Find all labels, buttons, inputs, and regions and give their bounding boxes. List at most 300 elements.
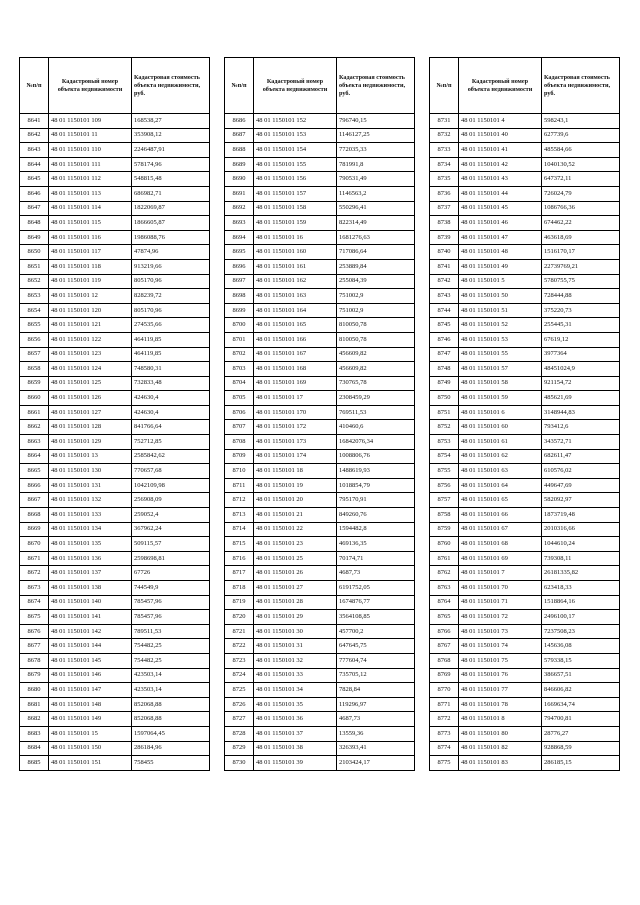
table-row (430, 566, 620, 581)
cadastral-value: 343572,71 (542, 435, 620, 450)
row-index: 8723 (225, 653, 254, 668)
cadastral-number: 48 01 1150101 22 (254, 522, 337, 537)
table-row (430, 537, 620, 552)
cadastral-number: 48 01 1150101 40 (459, 128, 542, 143)
cadastral-value: 1008806,76 (337, 449, 415, 464)
cadastral-value: 852068,88 (132, 712, 210, 727)
row-index: 8746 (430, 332, 459, 347)
cadastral-value: 1146563,2 (337, 186, 415, 201)
row-index: 8740 (430, 245, 459, 260)
table-row (430, 522, 620, 537)
table-row (20, 420, 210, 435)
cadastral-value: 26181335,82 (542, 566, 620, 581)
cadastral-value: 4687,73 (337, 712, 415, 727)
table-row (225, 347, 415, 362)
row-index: 8752 (430, 420, 459, 435)
cadastral-value: 456609,82 (337, 362, 415, 377)
table-row (225, 712, 415, 727)
table-row (20, 318, 210, 333)
cadastral-value: 1674876,77 (337, 595, 415, 610)
cadastral-value: 730765,78 (337, 376, 415, 391)
table-row (430, 114, 620, 129)
cadastral-number: 48 01 1150101 5 (459, 274, 542, 289)
row-index: 8709 (225, 449, 254, 464)
table-row (20, 274, 210, 289)
table-row (20, 435, 210, 450)
cadastral-value: 758455 (132, 756, 210, 771)
cadastral-number: 48 01 1150101 159 (254, 216, 337, 231)
cadastral-value: 686982,71 (132, 186, 210, 201)
cadastral-number: 48 01 1150101 117 (49, 245, 132, 260)
row-index: 8661 (20, 405, 49, 420)
row-index: 8658 (20, 362, 49, 377)
table-row (20, 186, 210, 201)
row-index: 8708 (225, 435, 254, 450)
cadastral-value: 754482,25 (132, 653, 210, 668)
cadastral-value: 5780755,75 (542, 274, 620, 289)
row-index: 8771 (430, 697, 459, 712)
table-body (225, 114, 415, 771)
table-row (20, 289, 210, 304)
table-row (20, 741, 210, 756)
table-row (20, 332, 210, 347)
cadastral-value: 286184,96 (132, 741, 210, 756)
row-index: 8759 (430, 522, 459, 537)
cadastral-value: 1086766,36 (542, 201, 620, 216)
cadastral-value: 456609,82 (337, 347, 415, 362)
table-row (20, 172, 210, 187)
cadastral-number: 48 01 1150101 82 (459, 741, 542, 756)
cadastral-value: 1040130,52 (542, 157, 620, 172)
row-index: 8683 (20, 726, 49, 741)
cadastral-number: 48 01 1150101 160 (254, 245, 337, 260)
cadastral-value: 752712,85 (132, 435, 210, 450)
table-row (430, 668, 620, 683)
cadastral-value: 509115,57 (132, 537, 210, 552)
cadastral-number: 48 01 1150101 155 (254, 157, 337, 172)
cadastral-number: 48 01 1150101 64 (459, 478, 542, 493)
cadastral-value: 3977364 (542, 347, 620, 362)
cadastral-value: 424630,4 (132, 405, 210, 420)
row-index: 8699 (225, 303, 254, 318)
header-cadastral-value: Кадастровая стоимость объекта недвижимости, руб. (337, 58, 415, 114)
cadastral-number: 48 01 1150101 136 (49, 551, 132, 566)
table-row (430, 639, 620, 654)
cadastral-number: 48 01 1150101 52 (459, 318, 542, 333)
table-row (430, 405, 620, 420)
table-row (225, 610, 415, 625)
cadastral-value: 6191752,05 (337, 581, 415, 596)
row-index: 8774 (430, 741, 459, 756)
cadastral-value: 485584,66 (542, 143, 620, 158)
cadastral-number: 48 01 1150101 50 (459, 289, 542, 304)
row-index: 8704 (225, 376, 254, 391)
cadastral-number: 48 01 1150101 169 (254, 376, 337, 391)
row-index: 8720 (225, 610, 254, 625)
cadastral-value: 781991,8 (337, 157, 415, 172)
cadastral-number: 48 01 1150101 170 (254, 405, 337, 420)
row-index: 8755 (430, 464, 459, 479)
row-index: 8729 (225, 741, 254, 756)
cadastral-number: 48 01 1150101 113 (49, 186, 132, 201)
table-row (430, 391, 620, 406)
table-row (20, 668, 210, 683)
cadastral-number: 48 01 1150101 174 (254, 449, 337, 464)
table-row (225, 216, 415, 231)
cadastral-value: 789511,53 (132, 624, 210, 639)
table-row (225, 624, 415, 639)
cadastral-number: 48 01 1150101 151 (49, 756, 132, 771)
table-row (20, 581, 210, 596)
cadastral-number: 48 01 1150101 21 (254, 508, 337, 523)
row-index: 8763 (430, 581, 459, 596)
cadastral-value: 2496100,17 (542, 610, 620, 625)
table-row (225, 449, 415, 464)
cadastral-number: 48 01 1150101 28 (254, 595, 337, 610)
table-row (20, 478, 210, 493)
cadastral-value: 457700,2 (337, 624, 415, 639)
row-index: 8714 (225, 522, 254, 537)
table-row (225, 186, 415, 201)
row-index: 8692 (225, 201, 254, 216)
row-index: 8764 (430, 595, 459, 610)
cadastral-value: 1018854,79 (337, 478, 415, 493)
row-index: 8642 (20, 128, 49, 143)
cadastral-number: 48 01 1150101 126 (49, 391, 132, 406)
cadastral-value: 463618,69 (542, 230, 620, 245)
cadastral-number: 48 01 1150101 110 (49, 143, 132, 158)
cadastral-number: 48 01 1150101 38 (254, 741, 337, 756)
table-row (225, 274, 415, 289)
table-row (430, 581, 620, 596)
table-row (430, 186, 620, 201)
cadastral-number: 48 01 1150101 25 (254, 551, 337, 566)
cadastral-number: 48 01 1150101 30 (254, 624, 337, 639)
row-index: 8671 (20, 551, 49, 566)
cadastral-value: 253889,84 (337, 259, 415, 274)
cadastral-number: 48 01 1150101 26 (254, 566, 337, 581)
table-row (225, 697, 415, 712)
cadastral-value: 795170,91 (337, 493, 415, 508)
table-row (225, 508, 415, 523)
row-index: 8691 (225, 186, 254, 201)
cadastral-number: 48 01 1150101 61 (459, 435, 542, 450)
row-index: 8676 (20, 624, 49, 639)
table-row (225, 478, 415, 493)
row-index: 8678 (20, 653, 49, 668)
cadastral-value: 647372,11 (542, 172, 620, 187)
table-row (20, 230, 210, 245)
table-row (430, 347, 620, 362)
cadastral-number: 48 01 1150101 77 (459, 683, 542, 698)
row-index: 8747 (430, 347, 459, 362)
row-index: 8662 (20, 420, 49, 435)
cadastral-value: 754482,25 (132, 639, 210, 654)
table-row (430, 230, 620, 245)
cadastral-number: 48 01 1150101 137 (49, 566, 132, 581)
cadastral-value: 735705,12 (337, 668, 415, 683)
table-row (20, 697, 210, 712)
row-index: 8716 (225, 551, 254, 566)
row-index: 8728 (225, 726, 254, 741)
row-index: 8719 (225, 595, 254, 610)
header-cadastral-number: Кадастровый номер объекта недвижимости (254, 58, 337, 114)
table-row (430, 259, 620, 274)
cadastral-value: 3148944,83 (542, 405, 620, 420)
row-index: 8713 (225, 508, 254, 523)
table-row (430, 303, 620, 318)
cadastral-value: 796740,15 (337, 114, 415, 129)
table-row (20, 610, 210, 625)
cadastral-number: 48 01 1150101 161 (254, 259, 337, 274)
cadastral-number: 48 01 1150101 71 (459, 595, 542, 610)
row-index: 8655 (20, 318, 49, 333)
table-row (430, 697, 620, 712)
cadastral-number: 48 01 1150101 15 (49, 726, 132, 741)
cadastral-number: 48 01 1150101 144 (49, 639, 132, 654)
table-row (225, 756, 415, 771)
cadastral-value: 353908,12 (132, 128, 210, 143)
cadastral-value: 386657,51 (542, 668, 620, 683)
cadastral-value: 682611,47 (542, 449, 620, 464)
row-index: 8672 (20, 566, 49, 581)
row-index: 8748 (430, 362, 459, 377)
table-row (225, 172, 415, 187)
cadastral-value: 1518864,16 (542, 595, 620, 610)
row-index: 8722 (225, 639, 254, 654)
row-index: 8768 (430, 653, 459, 668)
row-index: 8721 (225, 624, 254, 639)
cadastral-number: 48 01 1150101 11 (49, 128, 132, 143)
cadastral-number: 48 01 1150101 166 (254, 332, 337, 347)
row-index: 8668 (20, 508, 49, 523)
cadastral-value: 464119,85 (132, 347, 210, 362)
table-row (20, 464, 210, 479)
table-row (20, 639, 210, 654)
row-index: 8702 (225, 347, 254, 362)
row-index: 8654 (20, 303, 49, 318)
table-row (225, 332, 415, 347)
cadastral-number: 48 01 1150101 116 (49, 230, 132, 245)
row-index: 8767 (430, 639, 459, 654)
cadastral-number: 48 01 1150101 114 (49, 201, 132, 216)
cadastral-value: 2246487,91 (132, 143, 210, 158)
row-index: 8718 (225, 581, 254, 596)
cadastral-number: 48 01 1150101 154 (254, 143, 337, 158)
row-index: 8736 (430, 186, 459, 201)
cadastral-value: 548815,48 (132, 172, 210, 187)
row-index: 8687 (225, 128, 254, 143)
cadastral-number: 48 01 1150101 73 (459, 624, 542, 639)
cadastral-number: 48 01 1150101 123 (49, 347, 132, 362)
row-index: 8726 (225, 697, 254, 712)
table-row (430, 551, 620, 566)
row-index: 8739 (430, 230, 459, 245)
cadastral-number: 48 01 1150101 172 (254, 420, 337, 435)
header-index: №п/п (430, 58, 459, 114)
cadastral-value: 744549,9 (132, 581, 210, 596)
cadastral-value: 578174,96 (132, 157, 210, 172)
cadastral-value: 1822069,87 (132, 201, 210, 216)
table-row (225, 537, 415, 552)
cadastral-number: 48 01 1150101 76 (459, 668, 542, 683)
table-row (225, 639, 415, 654)
cadastral-value: 1866605,87 (132, 216, 210, 231)
table-row (225, 566, 415, 581)
row-index: 8724 (225, 668, 254, 683)
cadastral-number: 48 01 1150101 142 (49, 624, 132, 639)
table-row (20, 347, 210, 362)
cadastral-number: 48 01 1150101 63 (459, 464, 542, 479)
cadastral-value: 846606,82 (542, 683, 620, 698)
cadastral-value: 790531,49 (337, 172, 415, 187)
table-row (20, 756, 210, 771)
row-index: 8762 (430, 566, 459, 581)
cadastral-number: 48 01 1150101 62 (459, 449, 542, 464)
cadastral-number: 48 01 1150101 27 (254, 581, 337, 596)
cadastral-number: 48 01 1150101 162 (254, 274, 337, 289)
cadastral-number: 48 01 1150101 18 (254, 464, 337, 479)
row-index: 8758 (430, 508, 459, 523)
cadastral-value: 726024,79 (542, 186, 620, 201)
cadastral-value: 627739,6 (542, 128, 620, 143)
cadastral-number: 48 01 1150101 58 (459, 376, 542, 391)
cadastral-value: 793412,6 (542, 420, 620, 435)
row-index: 8727 (225, 712, 254, 727)
cadastral-value: 423503,14 (132, 668, 210, 683)
row-index: 8674 (20, 595, 49, 610)
row-index: 8711 (225, 478, 254, 493)
cadastral-value: 550296,41 (337, 201, 415, 216)
table-row (20, 405, 210, 420)
row-index: 8732 (430, 128, 459, 143)
cadastral-number: 48 01 1150101 7 (459, 566, 542, 581)
table-row (20, 128, 210, 143)
table-row (225, 435, 415, 450)
table-row (225, 726, 415, 741)
row-index: 8693 (225, 216, 254, 231)
cadastral-number: 48 01 1150101 43 (459, 172, 542, 187)
table-row (20, 391, 210, 406)
cadastral-value: 259052,4 (132, 508, 210, 523)
cadastral-number: 48 01 1150101 121 (49, 318, 132, 333)
cadastral-value: 751002,9 (337, 289, 415, 304)
table-row (225, 362, 415, 377)
cadastral-number: 48 01 1150101 147 (49, 683, 132, 698)
table-row (430, 726, 620, 741)
cadastral-number: 48 01 1150101 8 (459, 712, 542, 727)
cadastral-number: 48 01 1150101 168 (254, 362, 337, 377)
cadastral-number: 48 01 1150101 129 (49, 435, 132, 450)
row-index: 8701 (225, 332, 254, 347)
table-row (225, 143, 415, 158)
cadastral-number: 48 01 1150101 47 (459, 230, 542, 245)
row-index: 8706 (225, 405, 254, 420)
cadastral-number: 48 01 1150101 48 (459, 245, 542, 260)
row-index: 8673 (20, 581, 49, 596)
table-row (430, 216, 620, 231)
cadastral-value: 48451024,9 (542, 362, 620, 377)
cadastral-number: 48 01 1150101 131 (49, 478, 132, 493)
table-row (225, 376, 415, 391)
cadastral-number: 48 01 1150101 12 (49, 289, 132, 304)
table-row (20, 201, 210, 216)
row-index: 8741 (430, 259, 459, 274)
cadastral-value: 2598698,81 (132, 551, 210, 566)
table-row (225, 668, 415, 683)
cadastral-value: 751002,9 (337, 303, 415, 318)
cadastral-value: 810050,78 (337, 332, 415, 347)
header-cadastral-value: Кадастровая стоимость объекта недвижимости, руб. (542, 58, 620, 114)
row-index: 8649 (20, 230, 49, 245)
table-row (430, 274, 620, 289)
cadastral-number: 48 01 1150101 49 (459, 259, 542, 274)
row-index: 8650 (20, 245, 49, 260)
cadastral-value: 647645,75 (337, 639, 415, 654)
row-index: 8730 (225, 756, 254, 771)
cadastral-number: 48 01 1150101 152 (254, 114, 337, 129)
table-row (430, 449, 620, 464)
table-row (20, 245, 210, 260)
cadastral-value: 67726 (132, 566, 210, 581)
table-row (430, 478, 620, 493)
row-index: 8666 (20, 478, 49, 493)
table-row (225, 318, 415, 333)
row-index: 8667 (20, 493, 49, 508)
cadastral-number: 48 01 1150101 127 (49, 405, 132, 420)
table-row (225, 522, 415, 537)
cadastral-value: 921154,72 (542, 376, 620, 391)
cadastral-value: 805170,96 (132, 274, 210, 289)
table-row (20, 522, 210, 537)
cadastral-value: 2010316,66 (542, 522, 620, 537)
cadastral-number: 48 01 1150101 33 (254, 668, 337, 683)
table-row (20, 624, 210, 639)
row-index: 8684 (20, 741, 49, 756)
table-row (225, 405, 415, 420)
row-index: 8690 (225, 172, 254, 187)
row-index: 8682 (20, 712, 49, 727)
row-index: 8660 (20, 391, 49, 406)
table-row (20, 216, 210, 231)
cadastral-value: 22739769,21 (542, 259, 620, 274)
row-index: 8677 (20, 639, 49, 654)
row-index: 8657 (20, 347, 49, 362)
cadastral-number: 48 01 1150101 20 (254, 493, 337, 508)
cadastral-number: 48 01 1150101 44 (459, 186, 542, 201)
table-row (430, 683, 620, 698)
cadastral-value: 67619,12 (542, 332, 620, 347)
row-index: 8744 (430, 303, 459, 318)
cadastral-value: 1669634,74 (542, 697, 620, 712)
cadastral-number: 48 01 1150101 158 (254, 201, 337, 216)
row-index: 8769 (430, 668, 459, 683)
table-row (430, 128, 620, 143)
cadastral-number: 48 01 1150101 165 (254, 318, 337, 333)
cadastral-value: 13559,36 (337, 726, 415, 741)
cadastral-value: 1597064,45 (132, 726, 210, 741)
cadastral-value: 728444,88 (542, 289, 620, 304)
cadastral-value: 610576,02 (542, 464, 620, 479)
cadastral-value: 785457,96 (132, 610, 210, 625)
row-index: 8697 (225, 274, 254, 289)
cadastral-value: 2308459,29 (337, 391, 415, 406)
row-index: 8707 (225, 420, 254, 435)
cadastral-number: 48 01 1150101 133 (49, 508, 132, 523)
row-index: 8669 (20, 522, 49, 537)
table-row (430, 595, 620, 610)
cadastral-number: 48 01 1150101 66 (459, 508, 542, 523)
